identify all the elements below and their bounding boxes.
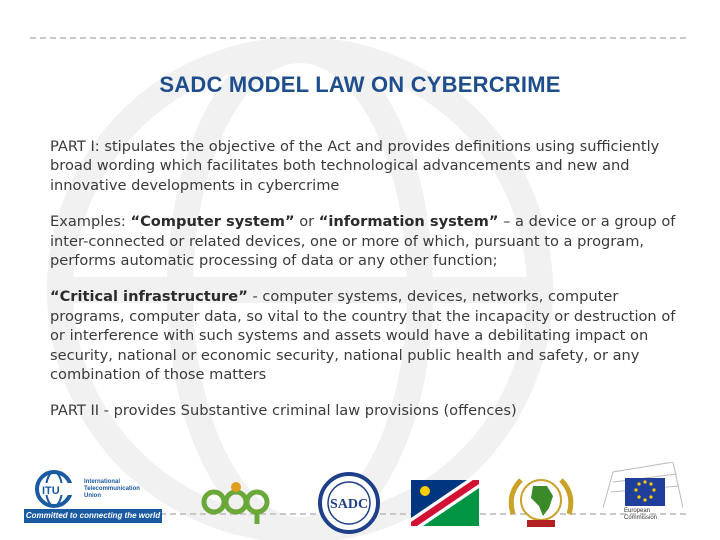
- paragraph-examples: [50, 212, 690, 270]
- namibia-flag: [411, 480, 479, 526]
- term-information-system: “information system”: [318, 213, 499, 231]
- term-computer-system: “Computer system”: [130, 213, 295, 231]
- namibia-flag-icon: [411, 480, 479, 526]
- itu-logo: [34, 467, 84, 511]
- top-divider: [30, 37, 686, 39]
- examples-prefix: Examples:: [50, 213, 131, 231]
- itu-name: [84, 479, 140, 500]
- itu-name-line-3: Union: [84, 493, 101, 499]
- itu-name-line-1: International: [84, 479, 121, 485]
- itu-tagline: Committed to connecting the world: [24, 509, 162, 523]
- itu-globe-icon: [34, 467, 84, 511]
- critical-infrastructure-definition: - computer systems, devices, networks, computer programs, computer data, so vital to the country that the incapacity or destruction of or interference with such systems and assets would have a debilitating impact on security, national or economic security, national public health and safety, or any combination of those matters: [50, 288, 676, 384]
- ec-name-line-1: European: [624, 508, 651, 514]
- paragraph-part-two: PART II - provides Substantive criminal law provisions (offences): [50, 402, 517, 420]
- sadc-label: SADC: [329, 497, 369, 512]
- green-organisation-logo: [200, 478, 270, 528]
- european-commission-logo: [603, 462, 683, 508]
- green-organisation-emblem-icon: [200, 478, 270, 528]
- african-union-emblem-icon: [505, 474, 577, 530]
- examples-or: or: [294, 213, 319, 231]
- european-commission-name: [624, 508, 670, 522]
- paragraph-critical-infrastructure: [50, 287, 690, 384]
- paragraph-part-one: PART I: stipulates the objective of the Act and provides definitions using sufficiently broad wording which facilitates both technological advancements and new and innovative developments in cybercrime: [50, 138, 660, 194]
- itu-short-label: ITU: [42, 485, 60, 497]
- african-union-emblem: [505, 474, 577, 530]
- european-commission-building-icon: [603, 462, 683, 508]
- examples-definition: – a device or a group of inter-connected or related devices, one or more of which, pursuant to a program, performs automatic processing of data or any other function;: [50, 213, 676, 270]
- sadc-seal-icon: [318, 472, 380, 534]
- slide-title: SADC MODEL LAW ON CYBERCRIME: [159, 72, 561, 97]
- term-critical-infrastructure: “Critical infrastructure”: [50, 288, 248, 306]
- ec-name-line-2: Commission: [624, 515, 658, 521]
- sadc-seal-logo: [318, 472, 380, 534]
- itu-name-line-2: Telecommunication: [84, 486, 140, 492]
- slide-body: [50, 137, 690, 438]
